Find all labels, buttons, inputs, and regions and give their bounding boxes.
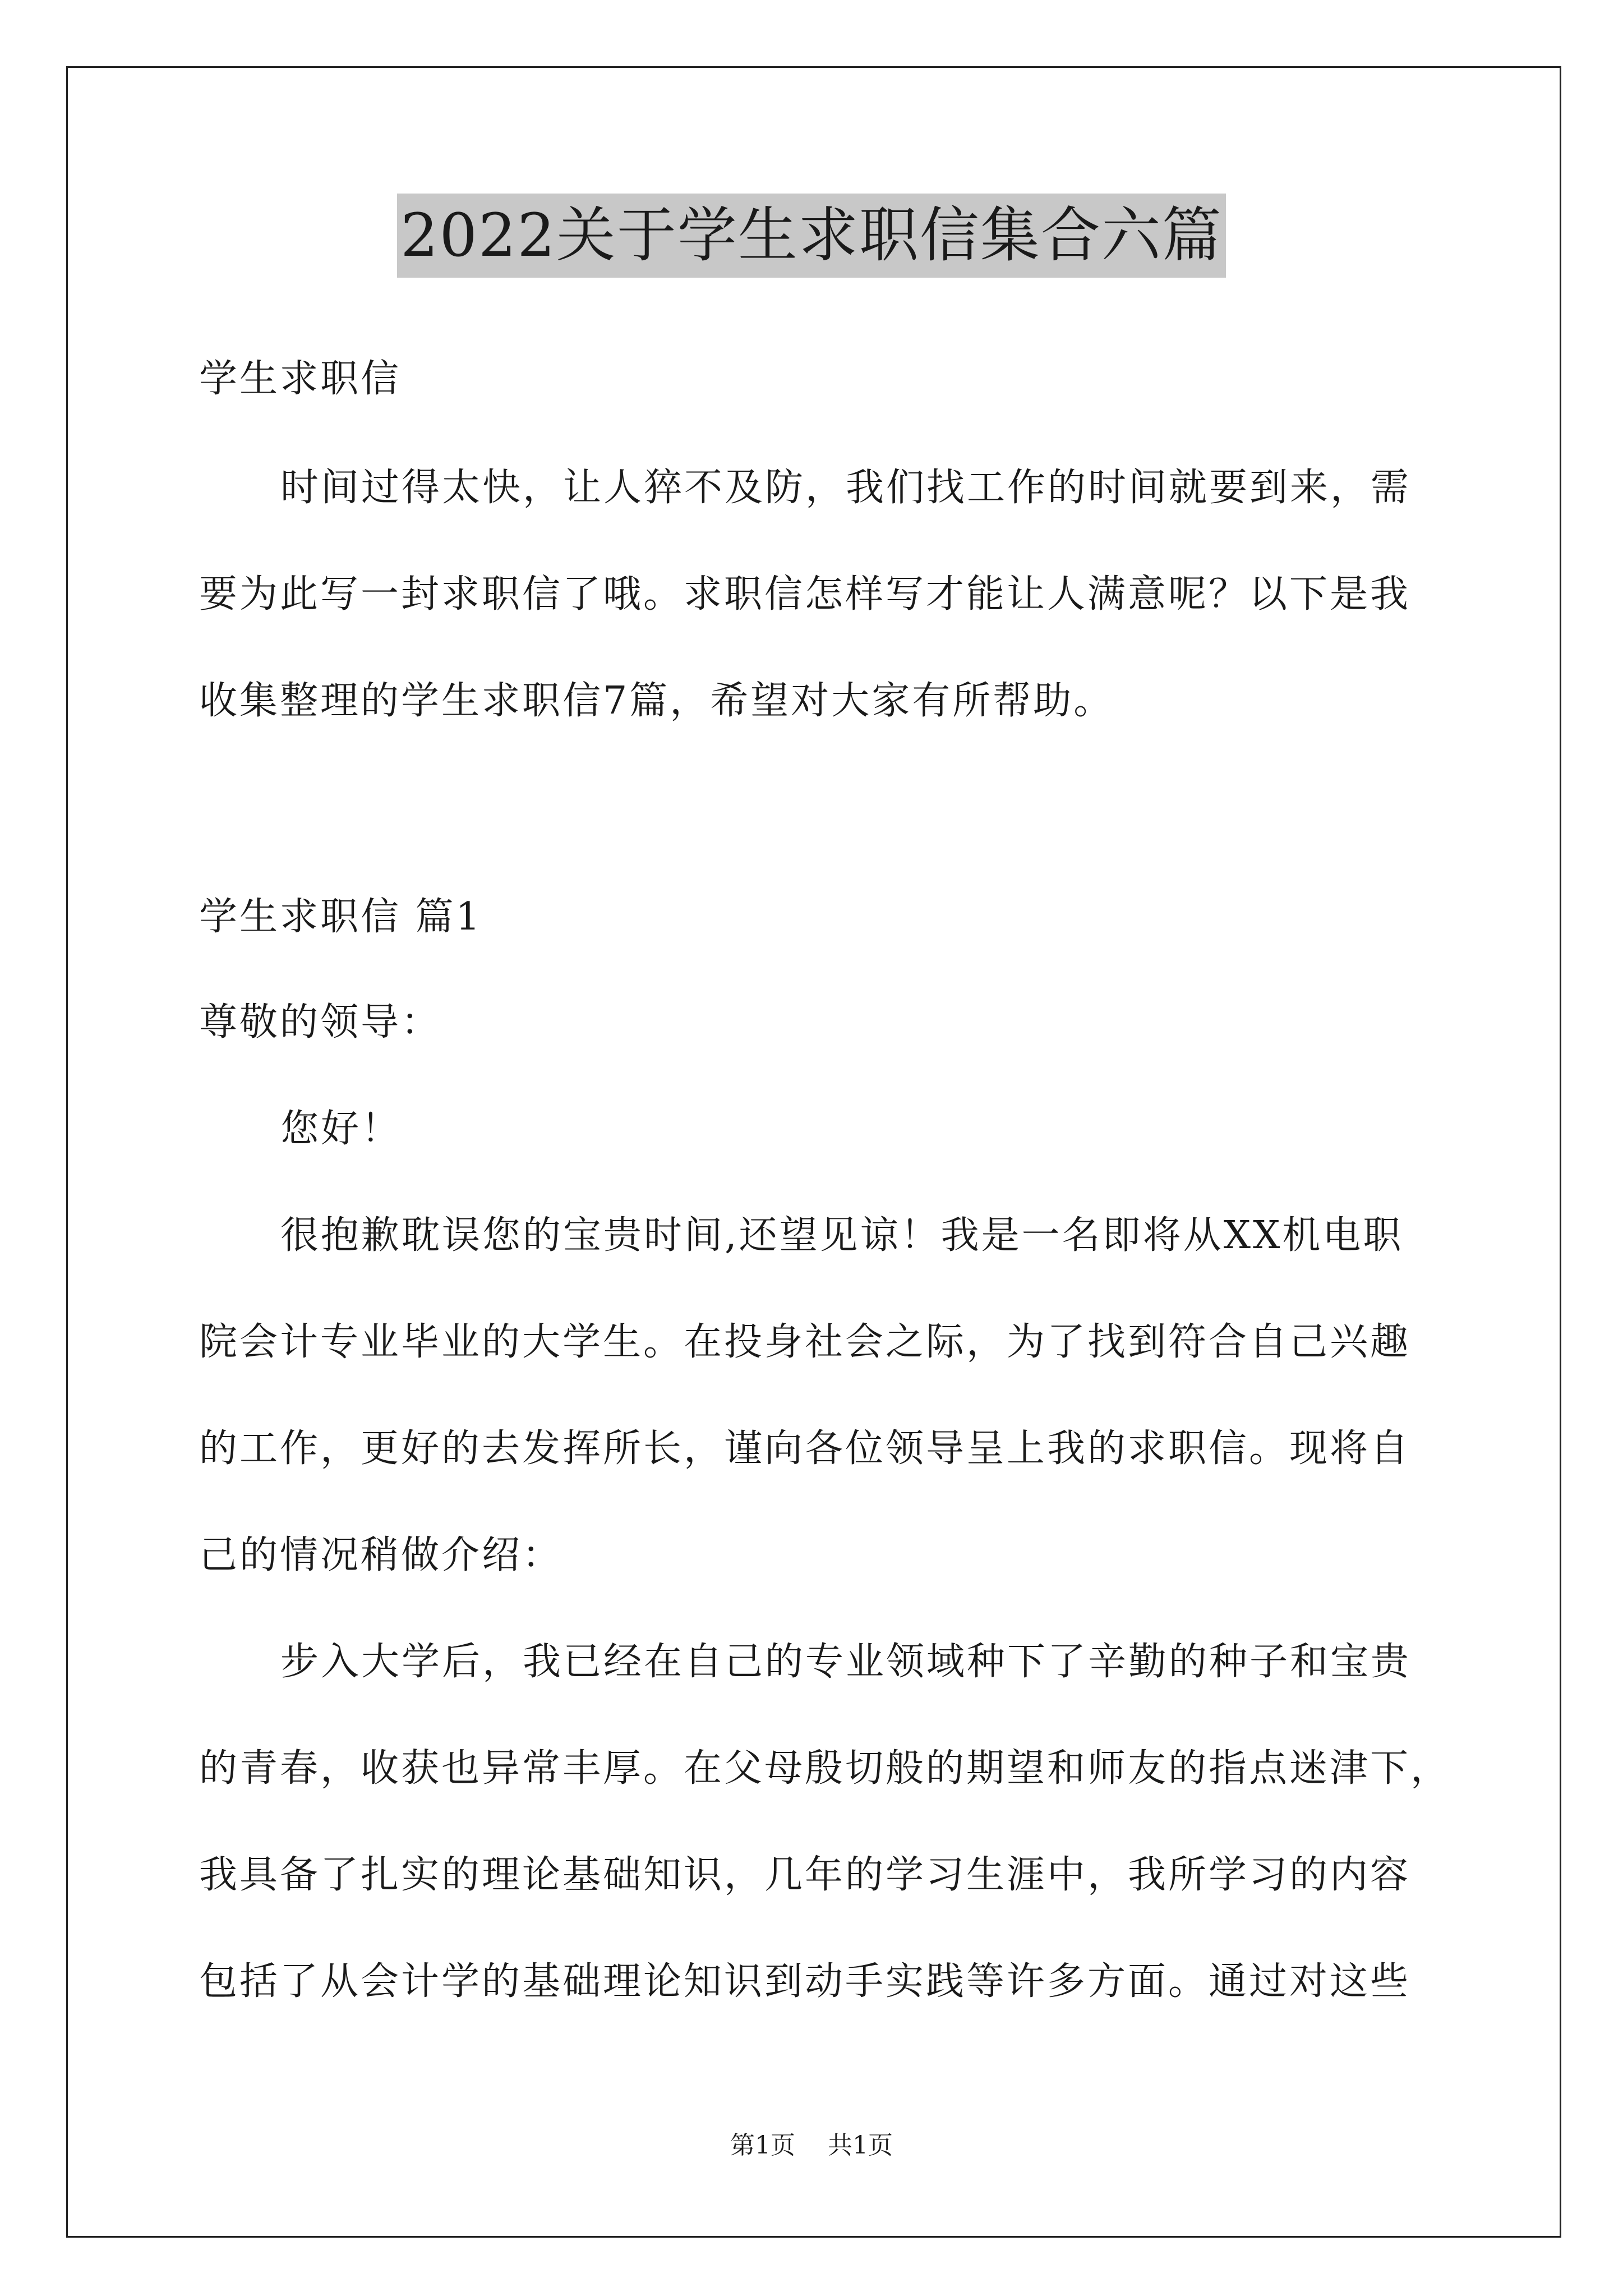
greeting: 您好！ (280, 1107, 402, 1151)
paragraph-line: 时间过得太快，让人猝不及防，我们找工作的时间就要到来，需 (280, 466, 1412, 510)
paragraph-line: 收集整理的学生求职信7篇，希望对大家有所帮助。 (199, 679, 1114, 723)
paragraph-line: 要为此写一封求职信了哦。求职信怎样写才能让人满意呢？以下是我 (199, 572, 1411, 616)
paragraph-line: 包括了从会计学的基础理论知识到动手实践等许多方面。通过对这些 (199, 1959, 1411, 2004)
paragraph-line: 的青春，收获也异常丰厚。在父母殷切般的期望和师友的指点迷津下， (199, 1746, 1451, 1791)
document-title: 2022关于学生求职信集合六篇 (397, 194, 1226, 278)
page-total: 共1页 (828, 2131, 893, 2160)
page-number: 第1页 (730, 2131, 795, 2160)
paragraph-line: 己的情况稍做介绍： (199, 1533, 563, 1577)
paragraph-line: 我具备了扎实的理论基础知识，几年的学习生涯中，我所学习的内容 (199, 1853, 1411, 1897)
page-footer (0, 2129, 1623, 2162)
section-heading: 学生求职信 (199, 357, 402, 401)
section-heading: 学生求职信 篇1 (199, 895, 482, 939)
paragraph-line: 院会计专业毕业的大学生。在投身社会之际，为了找到符合自己兴趣 (199, 1320, 1411, 1364)
title-container (0, 194, 1623, 278)
paragraph-line: 步入大学后，我已经在自己的专业领域种下了辛勤的种子和宝贵 (280, 1640, 1412, 1684)
salutation: 尊敬的领导： (199, 1000, 442, 1045)
paragraph-line: 很抱歉耽误您的宝贵时间,还望见谅！我是一名即将从XX机电职 (280, 1213, 1404, 1258)
paragraph-line: 的工作，更好的去发挥所长，谨向各位领导呈上我的求职信。现将自 (199, 1427, 1411, 1471)
